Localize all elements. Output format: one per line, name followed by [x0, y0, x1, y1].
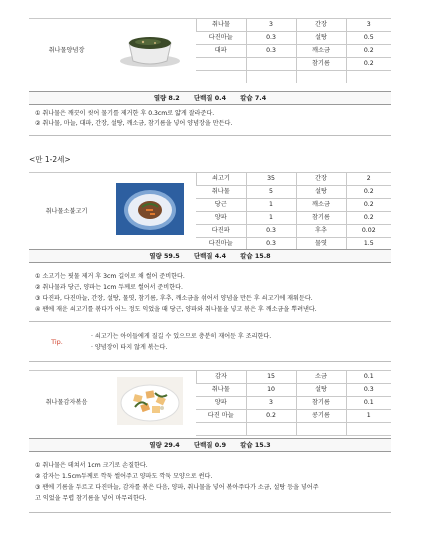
- ingredient-cell: [246, 71, 296, 84]
- ingredient-cell: 0.1: [346, 371, 391, 384]
- ingredient-cell: 0.3: [246, 225, 296, 238]
- ingredient-cell: 후추: [296, 225, 346, 238]
- ingredient-cell: [196, 71, 246, 84]
- calcium-value: 칼슘 15.3: [240, 441, 271, 449]
- nutrition-bar-3: [29, 438, 391, 452]
- ingredient-cell: 0.3: [246, 238, 296, 251]
- ingredient-cell: 0.1: [346, 397, 391, 410]
- step: ③ 다진파, 다진마늘, 간장, 설탕, 물엿, 참기름, 후추, 깨소금을 섞어서 양념을 만든 후 쇠고기에 재워둔다.: [35, 295, 313, 302]
- ingredient-cell: 0.02: [346, 225, 391, 238]
- tip-line: · 쇠고기는 아이들에게 질길 수 있으므로 충분히 재어둔 후 조리한다.: [91, 333, 272, 340]
- ingredient-cell: 10: [246, 384, 296, 397]
- ingredient-cell: 양파: [196, 397, 246, 410]
- recipe-name: 취나물소불고기: [29, 173, 104, 251]
- recipe-photo: [104, 173, 196, 251]
- tip-line: · 양념장이 타지 않게 볶는다.: [91, 344, 168, 351]
- recipe-name: 취나물감자볶음: [29, 371, 104, 436]
- ingredient-cell: [246, 423, 296, 436]
- calcium-value: 칼슘 7.4: [240, 94, 267, 102]
- nutrition-bar-2: [29, 249, 391, 263]
- recipe-table-1: [29, 18, 391, 83]
- ingredient-cell: 0.2: [346, 212, 391, 225]
- ingredient-cell: 5: [246, 186, 296, 199]
- ingredient-cell: 참기름: [296, 58, 346, 71]
- ingredient-cell: 설탕: [296, 32, 346, 45]
- protein-value: 단백질 0.9: [193, 441, 227, 449]
- nutrition-bar-1: [29, 91, 391, 105]
- energy-value: 열량 29.4: [149, 441, 180, 449]
- ingredient-cell: 0.5: [346, 32, 391, 45]
- ingredient-cell: 다진 마늘: [196, 410, 246, 423]
- tip-label: Tip.: [51, 338, 63, 346]
- ingredient-cell: 0.3: [346, 384, 391, 397]
- ingredient-cell: 감자: [196, 371, 246, 384]
- divider: [29, 135, 391, 136]
- energy-value: 열량 59.5: [149, 252, 180, 260]
- ingredient-cell: 2: [346, 173, 391, 186]
- divider: [29, 321, 391, 322]
- ingredient-cell: 15: [246, 371, 296, 384]
- ingredient-cell: [296, 71, 346, 84]
- ingredient-cell: [246, 58, 296, 71]
- bulgogi-photo: [116, 183, 184, 235]
- ingredient-cell: 깨소금: [296, 199, 346, 212]
- step: ① 소고기는 핏물 제거 후 3cm 길이로 채 썰어 준비한다.: [35, 273, 185, 280]
- ingredient-cell: 취나물: [196, 186, 246, 199]
- step: ② 감자는 1.5cm두께로 깍둑 썰어주고 양파도 깍둑 모양으로 썬다.: [35, 473, 213, 480]
- ingredient-cell: 설탕: [296, 384, 346, 397]
- energy-value: 열량 8.2: [153, 94, 180, 102]
- ingredient-cell: 1: [246, 199, 296, 212]
- ingredient-cell: 0.2: [346, 199, 391, 212]
- ingredient-cell: 대파: [196, 45, 246, 58]
- ingredient-cell: 양파: [196, 212, 246, 225]
- recipe-table-3: [29, 370, 391, 436]
- ingredient-cell: 간장: [296, 173, 346, 186]
- seasoning-sauce-photo: [115, 25, 185, 73]
- ingredient-cell: 35: [246, 173, 296, 186]
- ingredient-cell: 0.2: [346, 58, 391, 71]
- ingredient-cell: 설탕: [296, 186, 346, 199]
- ingredient-cell: [346, 71, 391, 84]
- recipe-photo: [104, 371, 196, 436]
- ingredient-cell: 1: [346, 410, 391, 423]
- ingredient-cell: 0.3: [246, 32, 296, 45]
- ingredient-cell: 0.2: [246, 410, 296, 423]
- ingredient-cell: 소금: [296, 371, 346, 384]
- ingredient-cell: 다진마늘: [196, 32, 246, 45]
- ingredient-cell: 1: [246, 212, 296, 225]
- ingredient-cell: 간장: [296, 19, 346, 32]
- divider: [29, 512, 391, 513]
- ingredient-cell: 취나물: [196, 19, 246, 32]
- ingredient-cell: 3: [346, 19, 391, 32]
- ingredient-cell: 쇠고기: [196, 173, 246, 186]
- recipe-name: 취나물양념장: [29, 19, 104, 84]
- ingredient-cell: [346, 423, 391, 436]
- potato-stirfry-photo: [117, 377, 183, 425]
- ingredient-cell: 당근: [196, 199, 246, 212]
- protein-value: 단백질 0.4: [193, 94, 227, 102]
- ingredient-cell: 0.2: [346, 45, 391, 58]
- ingredient-cell: 다진마늘: [196, 238, 246, 251]
- step: ③ 팬에 기름을 두르고 다진마늘, 감자를 볶은 다음, 양파, 취나물을 넣어 볶아주다가 소금, 설탕 등을 넣어주: [35, 484, 319, 491]
- ingredient-cell: 물엿: [296, 238, 346, 251]
- ingredient-cell: 3: [246, 19, 296, 32]
- ingredient-cell: 다진파: [196, 225, 246, 238]
- recipe-photo: [104, 19, 196, 84]
- calcium-value: 칼슘 15.8: [240, 252, 271, 260]
- ingredient-cell: 1.5: [346, 238, 391, 251]
- ingredient-cell: 깨소금: [296, 45, 346, 58]
- step: ① 취나물은 데쳐서 1cm 크기로 손질한다.: [35, 462, 148, 469]
- ingredient-cell: [196, 423, 246, 436]
- ingredient-cell: 참기름: [296, 397, 346, 410]
- ingredient-cell: [196, 58, 246, 71]
- divider: [29, 361, 391, 362]
- ingredient-cell: 0.3: [246, 45, 296, 58]
- recipe-table-2: [29, 172, 391, 251]
- step: ② 취나물과 당근, 양파는 1cm 두께로 썰어서 준비한다.: [35, 284, 183, 291]
- step: 고 익었을 무렵 참기름을 넣어 마무리한다.: [35, 495, 147, 502]
- ingredient-cell: 0.2: [346, 186, 391, 199]
- step: ④ 팬에 재운 쇠고기를 볶다가 어느 정도 익었을 때 당근, 양파와 취나물을 넣고 볶은 후 깨소금을 뿌려낸다.: [35, 306, 317, 313]
- ingredient-cell: 콩기름: [296, 410, 346, 423]
- step: ① 취나물은 깨끗이 씻어 물기를 제거한 후 0.3cm로 얇게 잘라준다.: [35, 110, 215, 117]
- step: ② 취나물, 마늘, 대파, 간장, 설탕, 깨소금, 참기름을 넣어 양념장을 만든다.: [35, 120, 233, 127]
- ingredient-cell: 취나물: [196, 384, 246, 397]
- protein-value: 단백질 4.4: [193, 252, 227, 260]
- ingredient-cell: [296, 423, 346, 436]
- ingredient-cell: 3: [246, 397, 296, 410]
- ingredient-cell: 참기름: [296, 212, 346, 225]
- section-title: <만 1-2세>: [29, 155, 71, 164]
